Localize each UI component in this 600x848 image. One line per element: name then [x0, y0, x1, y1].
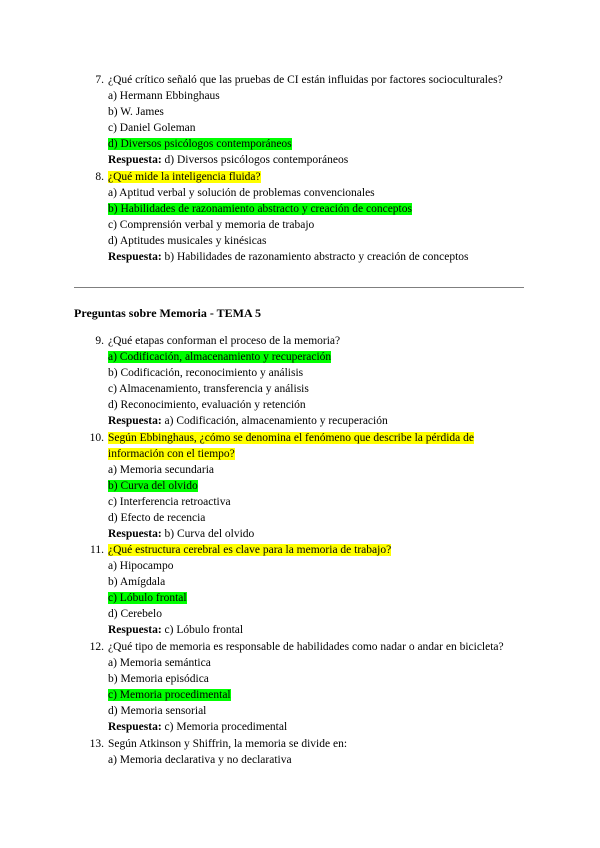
question-number: 9. — [95, 335, 104, 347]
answer-option — [108, 121, 196, 135]
answer-option-text: b) Memoria episódica — [108, 673, 209, 685]
answer-row — [108, 720, 287, 734]
answer-label: Respuesta: — [108, 528, 162, 540]
question-text-text: Según Ebbinghaus, ¿cómo se denomina el fenómeno que describe la pérdida de — [108, 432, 474, 444]
answer-option-text: a) Memoria declarativa y no declarativa — [108, 754, 292, 766]
question-number: 12. — [89, 641, 104, 653]
answer-label: Respuesta: — [108, 415, 162, 427]
answer-label: Respuesta: — [108, 721, 162, 733]
answer-option — [108, 105, 164, 119]
answer-option-text: a) Codificación, almacenamiento y recuperación — [108, 351, 332, 363]
answer-text: b) Habilidades de razonamiento abstracto y creación de conceptos — [164, 251, 469, 263]
answer-text: a) Codificación, almacenamiento y recuperación — [164, 415, 388, 427]
answer-label: Respuesta: — [108, 154, 162, 166]
answer-option-text: d) Cerebelo — [108, 608, 162, 620]
answer-label: Respuesta: — [108, 251, 162, 263]
answer-option-text: c) Memoria procedimental — [108, 689, 231, 701]
answer-option-text: b) W. James — [108, 106, 164, 118]
horizontal-divider — [74, 287, 524, 288]
answer-option — [108, 398, 306, 412]
answer-option — [108, 137, 292, 151]
question-text — [108, 640, 504, 654]
answer-option-text: b) Codificación, reconocimiento y análisis — [108, 367, 304, 379]
answer-text: c) Memoria procedimental — [164, 721, 288, 733]
answer-option — [108, 463, 214, 477]
answer-option-text: a) Hermann Ebbinghaus — [108, 90, 220, 102]
answer-option — [108, 591, 187, 605]
answer-option-text: d) Diversos psicólogos contemporáneos — [108, 138, 292, 150]
question-text-text: ¿Qué crítico señaló que las pruebas de CI están influidas por factores socioculturales? — [108, 74, 503, 86]
section-heading: Preguntas sobre Memoria - TEMA 5 — [74, 306, 261, 320]
answer-option — [108, 186, 375, 200]
answer-text: c) Lóbulo frontal — [164, 624, 244, 636]
answer-option-text: c) Daniel Goleman — [108, 122, 196, 134]
answer-row — [108, 250, 469, 264]
answer-option — [108, 559, 173, 573]
question-text — [108, 431, 474, 445]
question-text-text: ¿Qué etapas conforman el proceso de la memoria? — [108, 335, 341, 347]
answer-option — [108, 753, 292, 767]
question-text — [108, 170, 261, 184]
answer-option — [108, 688, 231, 702]
answer-option-text: a) Memoria semántica — [108, 657, 211, 669]
question-text-text: Según Atkinson y Shiffrin, la memoria se divide en: — [108, 738, 348, 750]
answer-text: b) Curva del olvido — [164, 528, 255, 540]
answer-option-text: c) Almacenamiento, transferencia y análisis — [108, 383, 309, 395]
question-text — [108, 737, 347, 751]
answer-row — [108, 414, 388, 428]
answer-row — [108, 153, 348, 167]
answer-row — [108, 527, 254, 541]
question-text — [108, 447, 235, 461]
question-number: 11. — [90, 544, 104, 556]
answer-option-text: c) Interferencia retroactiva — [108, 496, 231, 508]
answer-option-text: a) Hipocampo — [108, 560, 174, 572]
question-number: 10. — [89, 432, 104, 444]
answer-option — [108, 218, 314, 232]
answer-option-text: c) Comprensión verbal y memoria de trabajo — [108, 219, 315, 231]
answer-option — [108, 234, 266, 248]
answer-row — [108, 623, 243, 637]
answer-option — [108, 89, 220, 103]
answer-option — [108, 202, 412, 216]
answer-option — [108, 495, 231, 509]
answer-option-text: b) Habilidades de razonamiento abstracto y creación de conceptos — [108, 203, 412, 215]
question-text — [108, 543, 391, 557]
answer-option — [108, 672, 209, 686]
answer-option-text: a) Aptitud verbal y solución de problemas convencionales — [108, 187, 375, 199]
answer-option — [108, 575, 165, 589]
question-number: 13. — [89, 738, 104, 750]
answer-option — [108, 704, 206, 718]
answer-option — [108, 479, 198, 493]
answer-text: d) Diversos psicólogos contemporáneos — [164, 154, 349, 166]
answer-option-text: d) Aptitudes musicales y kinésicas — [108, 235, 267, 247]
answer-option-text: b) Curva del olvido — [108, 480, 198, 492]
question-number: 7. — [95, 74, 104, 86]
answer-option-text: d) Reconocimiento, evaluación y retención — [108, 399, 306, 411]
question-text-text: ¿Qué mide la inteligencia fluida? — [108, 171, 261, 183]
answer-option — [108, 656, 211, 670]
answer-option-text: c) Lóbulo frontal — [108, 592, 187, 604]
answer-option — [108, 382, 309, 396]
question-text — [108, 334, 340, 348]
answer-option — [108, 607, 162, 621]
question-text — [108, 73, 503, 87]
answer-option-text: b) Amígdala — [108, 576, 166, 588]
question-text-text: ¿Qué estructura cerebral es clave para la memoria de trabajo? — [108, 544, 392, 556]
answer-option-text: d) Memoria sensorial — [108, 705, 207, 717]
answer-option — [108, 366, 303, 380]
answer-option — [108, 511, 205, 525]
answer-option-text: d) Efecto de recencia — [108, 512, 206, 524]
answer-label: Respuesta: — [108, 624, 162, 636]
answer-option-text: a) Memoria secundaria — [108, 464, 215, 476]
question-text-text: información con el tiempo? — [108, 448, 235, 460]
question-text-text: ¿Qué tipo de memoria es responsable de habilidades como nadar o andar en bicicleta? — [108, 641, 504, 653]
answer-option — [108, 350, 331, 364]
question-number: 8. — [95, 171, 104, 183]
